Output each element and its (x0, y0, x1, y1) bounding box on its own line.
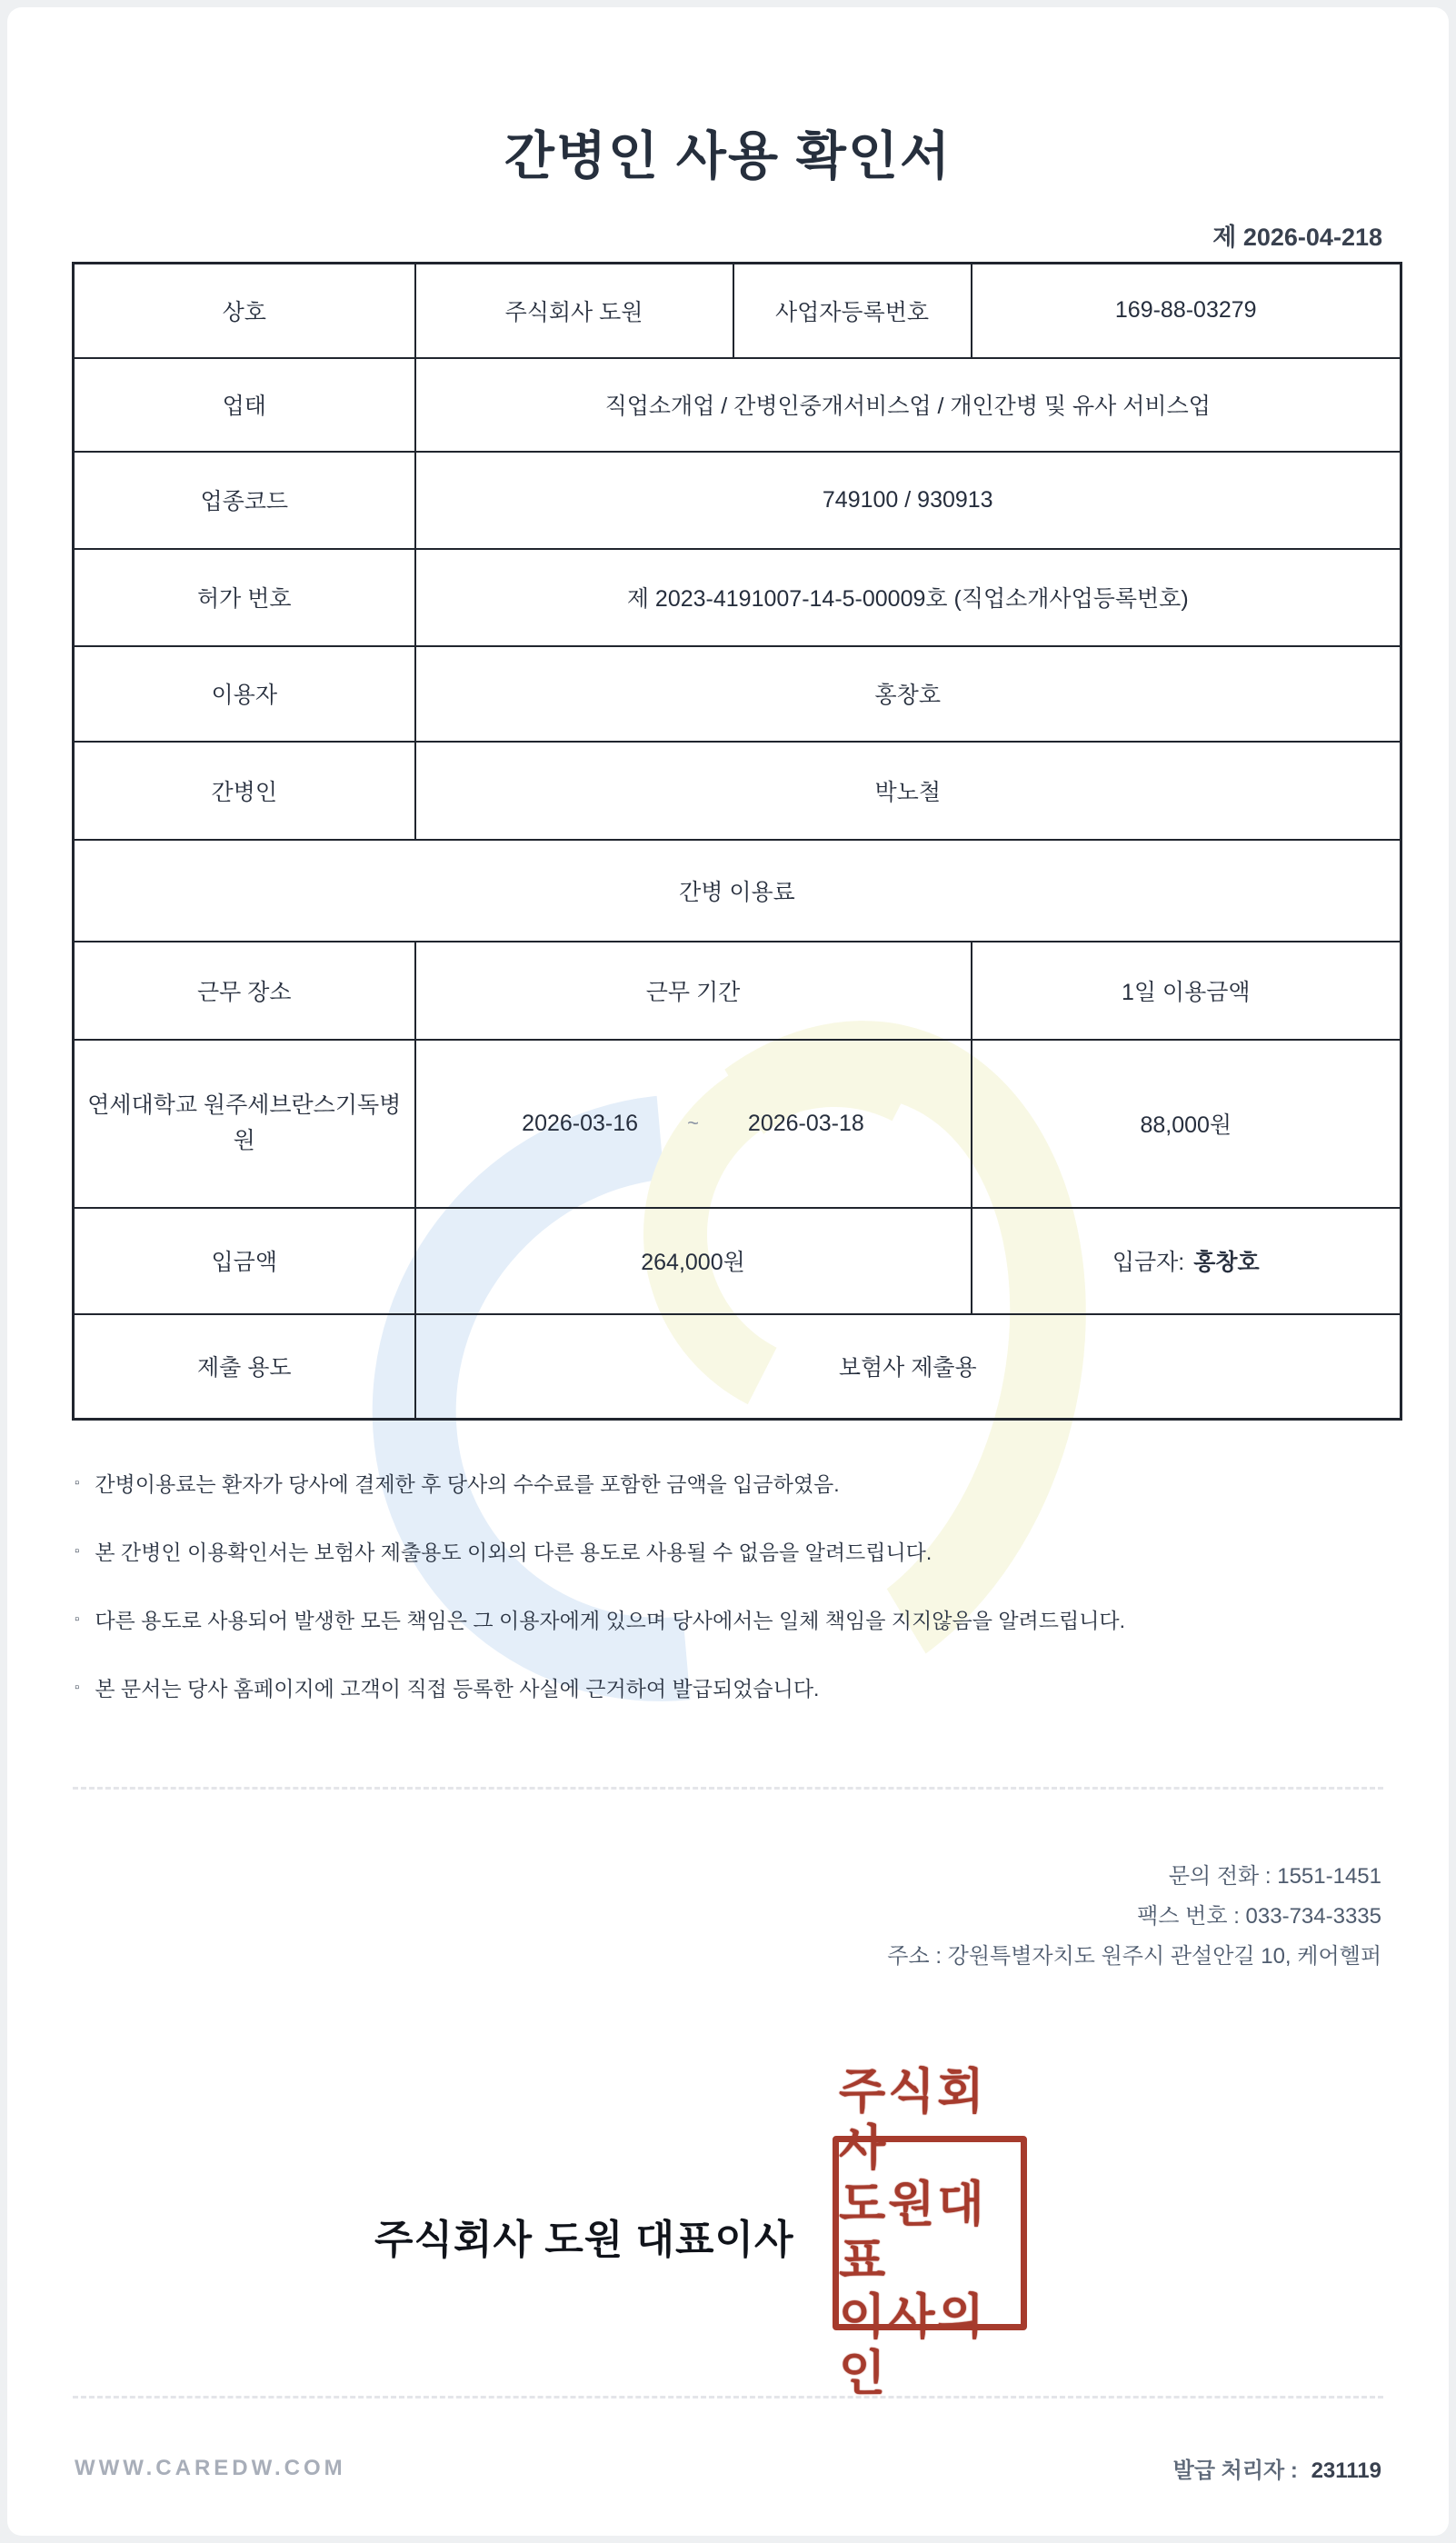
issuer-label: 발급 처리자 : (1172, 2458, 1298, 2483)
daily-amount-value: 88,000원 (972, 1040, 1401, 1208)
caregiver-value: 박노철 (415, 742, 1401, 840)
purpose-value: 보험사 제출용 (415, 1314, 1401, 1420)
company-value: 주식회사 도원 (415, 264, 733, 358)
note-text: 본 간병인 이용확인서는 보험사 제출용도 이외의 다른 용도로 사용될 수 없음을 알려드립니다. (95, 1540, 932, 1564)
corporate-seal-stamp (833, 2066, 1027, 2400)
work-place-value: 연세대학교 원주세브란스기독병원 (74, 1040, 415, 1208)
contact-address: 주소 : 강원특별자치도 원주시 관설안길 10, 케어헬퍼 (887, 1944, 1381, 1969)
period-end-date: 2026-03-18 (747, 1110, 864, 1136)
business-type-label: 업태 (74, 358, 415, 452)
permit-no-label: 허가 번호 (74, 549, 415, 646)
square-bullet-icon: ▫ (75, 1611, 80, 1627)
list-item (75, 1605, 1398, 1632)
note-text: 다른 용도로 사용되어 발생한 모든 책임은 그 이용자에게 있으며 당사에서는 일체 책임을 지지않음을 알려드립니다. (95, 1608, 1126, 1632)
depositor-label: 입금자: (1112, 1250, 1185, 1275)
seal-text-row: 이사의인 (839, 2291, 987, 2400)
seal-text-row: 주식회사 (839, 2066, 987, 2175)
user-label: 이용자 (74, 646, 415, 742)
business-type-value: 직업소개업 / 간병인중개서비스업 / 개인간병 및 유사 서비스업 (415, 358, 1401, 452)
issuer-value: 231119 (1311, 2458, 1381, 2483)
document-number: 제 2026-04-218 (1212, 224, 1382, 251)
table-row (74, 264, 1401, 358)
company-label: 상호 (74, 264, 415, 358)
footer (75, 2452, 1381, 2484)
table-row (74, 1040, 1401, 1208)
biz-reg-no-value: 169-88-03279 (972, 264, 1401, 358)
table-row (74, 358, 1401, 452)
website-url: WWW.CAREDW.COM (75, 2455, 346, 2480)
work-period-header: 근무 기간 (415, 942, 972, 1040)
contact-phone: 문의 전화 : 1551-1451 (1168, 1864, 1381, 1889)
square-bullet-icon: ▫ (75, 1542, 80, 1559)
deposit-label: 입금액 (74, 1208, 415, 1314)
document-card (7, 7, 1449, 2536)
daily-amount-header: 1일 이용금액 (972, 942, 1401, 1040)
depositor-cell (972, 1208, 1401, 1314)
issuer-info (1173, 2452, 1381, 2484)
note-text: 간병이용료는 환자가 당사에 결제한 후 당사의 수수료를 포함한 금액을 입금하였음. (95, 1471, 840, 1496)
table-row (74, 549, 1401, 646)
list-item (75, 1673, 1398, 1700)
work-period-value (415, 1040, 972, 1208)
fee-section-title: 간병 이용료 (74, 840, 1401, 942)
business-code-label: 업종코드 (74, 452, 415, 549)
permit-no-value: 제 2023-4191007-14-5-00009호 (직업소개사업등록번호) (415, 549, 1401, 646)
period-tilde: ~ (687, 1112, 699, 1134)
square-bullet-icon: ▫ (75, 1474, 80, 1491)
dashed-divider (73, 1787, 1383, 1790)
list-item (75, 1537, 1398, 1564)
notes-list (75, 1469, 1398, 1741)
signature-company-text: 주식회사 도원 대표이사 (374, 2218, 794, 2262)
page-title: 간병인 사용 확인서 (504, 127, 952, 185)
purpose-label: 제출 용도 (74, 1314, 415, 1420)
square-bullet-icon: ▫ (75, 1679, 80, 1695)
contact-block (887, 1857, 1381, 1977)
user-value: 홍창호 (415, 646, 1401, 742)
table-row (74, 742, 1401, 840)
contact-fax: 팩스 번호 : 033-734-3335 (1137, 1904, 1381, 1929)
business-code-value: 749100 / 930913 (415, 452, 1401, 549)
depositor-name: 홍창호 (1193, 1250, 1260, 1275)
table-row (74, 1314, 1401, 1420)
biz-reg-no-label: 사업자등록번호 (733, 264, 972, 358)
table-row (74, 840, 1401, 942)
period-start-date: 2026-03-16 (522, 1110, 639, 1136)
table-row (74, 646, 1401, 742)
caregiver-label: 간병인 (74, 742, 415, 840)
deposit-amount: 264,000원 (415, 1208, 972, 1314)
table-row (74, 452, 1401, 549)
confirmation-table (72, 262, 1400, 1421)
work-place-header: 근무 장소 (74, 942, 415, 1040)
note-text: 본 문서는 당사 홈페이지에 고객이 직접 등록한 사실에 근거하여 발급되었습니다. (95, 1676, 820, 1700)
table-row (74, 942, 1401, 1040)
table-row (74, 1208, 1401, 1314)
seal-text-row: 도원대표 (839, 2179, 987, 2288)
dashed-divider (73, 2396, 1383, 2398)
list-item (75, 1469, 1398, 1496)
